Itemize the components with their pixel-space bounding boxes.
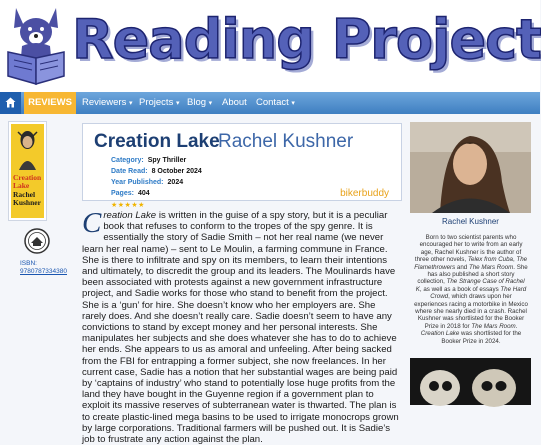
chevron-down-icon: ▾ [129,100,133,107]
isbn [20,260,67,276]
rating-stars: ★★★★★ [111,202,145,209]
pages-row: Pages: 404 [111,190,150,197]
cover-portrait-icon [15,128,40,170]
skull-image [410,358,531,405]
year-published-row: Year Published: 2024 [111,179,184,186]
isbn-label: ISBN: [20,260,37,267]
site-header [0,0,540,92]
reading-dog-icon[interactable] [2,4,70,88]
isbn-link[interactable]: 9780787334380 [20,268,67,275]
nav-item-reviewers[interactable]: Reviewers ▾ [82,97,133,108]
nav-item-reviews[interactable]: REVIEWS [24,92,76,114]
chevron-down-icon: ▾ [175,100,180,107]
reviewer-link[interactable]: bikerbuddy [340,188,389,199]
main-nav [0,92,540,114]
nav-item-blog[interactable]: Blog ▾ [187,97,213,108]
drop-cap: C [82,207,102,239]
home-icon [5,97,16,108]
book-title: Creation Lake [94,131,220,152]
author-bio: Born to two scientist parents who encouraged her to write from an early age, Rachel Kushner is the author of three other novels, Telex from Cuba, The Flamethrowers and The Mars Room. She has also published a short story collection, The Strange Case of Rachel K, as well as a book of essays The Hard Crowd, which draws upon her experiences racing a motorbike in Mexico where she nearly died in a crash. Rachel Kushner was shortlisted for the Booker Prize in 2018 for The Mars Room. Creation Lake was shortlisted for the Booker Prize in 2024. [414,234,528,345]
book-author[interactable]: Rachel Kushner [218,131,354,152]
site-title[interactable]: Reading Project [72,8,541,71]
review-text: is written in the guise of a spy story, but it is a peculiar book that refuses to conform to the tropes of the spy genre. It is essentially the story of Sadie Smith – not her real name (we never learn her real name) – sent to Le Moulin, a farming commune in France. She is there to infiltrate and spy on its members, to learn their intentions and ultimately, to discredit the group and its leaders. The Moulinards have been associated with protests against a new government infrastructure project, and Sadie works for those who stand to benefit from the project. She is a ‘gun’ for hire. She doesn’t know who her employers are. She rarely does. And she doesn’t really care. Sadie doesn’t seem to have any convictions to stand by except money and her personal interests. She manipulates her subjects and she does whatever she has to do to achieve her ends. She appears to us as amoral and unfeeling. After being sacked from the FBI for entrapping a former subject, she now freelances. In her current case, Sadie has a notion that her substantial wages are being paid by ‘captains of industry’ who stand to potentially lose huge profits from the land they have bought in the Guyenne region if a government plan to exploit its massive reserves of subterranean water is thwarted. The plan is to create plastic-lined mega basins to be used to irrigate monocrops grown by large corporations. Traditional farmers will be pushed out. It is Sadie’s job to frustrate any action against the plan. [82,210,399,445]
review-header-card [82,123,402,209]
review-lead-title: reation Lake [103,210,157,221]
cover-image [11,124,44,218]
chevron-down-icon: ▾ [291,100,295,107]
cover-author: Rachel Kushner [13,190,41,207]
date-read-row: Date Read: 8 October 2024 [111,168,202,175]
nav-home-button[interactable] [0,92,21,114]
nav-item-about[interactable]: About [222,97,247,108]
cover-title: Creation Lake [13,173,42,190]
author-photo[interactable] [410,122,531,213]
nav-item-contact[interactable]: Contact ▾ [256,97,295,108]
nav-item-projects[interactable]: Projects ▾ [139,97,180,108]
book-cover[interactable] [8,121,47,221]
review-body [82,207,400,445]
project-seal-icon [24,228,50,254]
category-row: Category: Spy Thriller [111,157,187,164]
author-panel-name: Rachel Kushner [442,217,499,226]
chevron-down-icon: ▾ [208,100,213,107]
